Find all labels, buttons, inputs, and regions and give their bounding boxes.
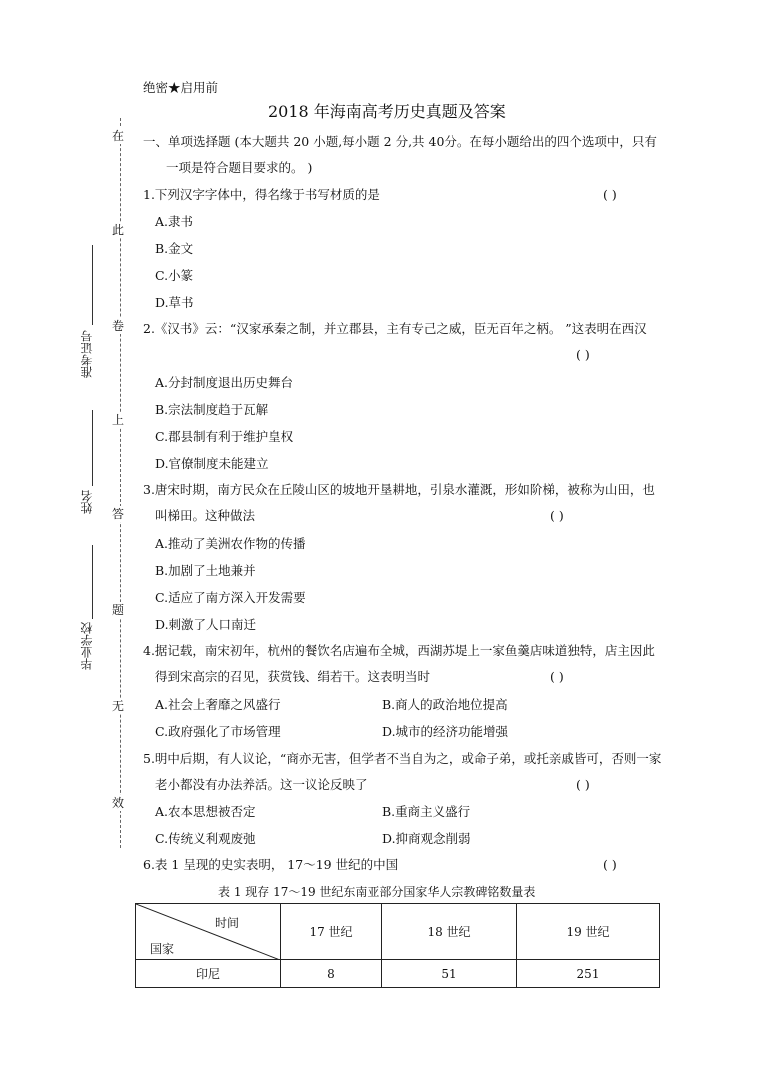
table-row — [136, 960, 660, 988]
table-header-cell: 19 世纪 — [517, 904, 660, 960]
seal-char: 卷 — [112, 319, 125, 333]
option-1a[interactable]: A.隶书 — [155, 214, 194, 229]
option-2d[interactable]: D.官僚制度未能建立 — [155, 456, 269, 471]
school-fill-line[interactable] — [92, 545, 93, 619]
school-label: 毕业学校 — [80, 622, 94, 670]
section-heading-cont: 一项是符合题目要求的。 ) — [166, 160, 313, 175]
seal-char: 题 — [112, 603, 125, 617]
question-3-stem: 3.唐宋时期，南方民众在丘陵山区的坡地开垦耕地，引泉水灌溉，形如阶梯，被称为山田，也 — [143, 482, 655, 497]
answer-blank-2[interactable]: ( ) — [576, 347, 590, 362]
option-1b[interactable]: B.金文 — [155, 241, 194, 256]
option-3d[interactable]: D.刺激了人口南迁 — [155, 617, 257, 632]
section-heading: 一、单项选择题 (本大题共 20 小题,每小题 2 分,共 40分。在每小题给出的四个选项中，只有 — [143, 134, 657, 149]
answer-blank-6[interactable]: ( ) — [603, 857, 617, 872]
table-header-row — [136, 904, 660, 960]
option-4d[interactable]: D.城市的经济功能增强 — [382, 724, 509, 739]
question-3-stem-cont: 叫梯田。这种做法 — [155, 508, 256, 523]
answer-blank-4[interactable]: ( ) — [550, 669, 564, 684]
option-2a[interactable]: A.分封制度退出历史舞台 — [155, 375, 294, 390]
option-5d[interactable]: D.抑商观念削弱 — [382, 831, 471, 846]
question-2-stem: 2.《汉书》云：“汉家承秦之制，并立郡县，主有专己之威，臣无百年之柄。 ”这表明在西汉 — [143, 321, 647, 336]
table-cell: 8 — [281, 960, 382, 988]
question-4-stem-cont: 得到宋高宗的召见，获赏钱、绢若干。这表明当时 — [155, 669, 431, 684]
secret-mark: 绝密★启用前 — [143, 80, 219, 95]
question-5-stem: 5.明中后期，有人议论，“商亦无害，但学者不当自为之，或命子弟，或托亲戚皆可，否则一家 — [143, 751, 662, 766]
table-cell: 251 — [517, 960, 660, 988]
question-5-stem-cont: 老小都没有办法养活。这一议论反映了 — [155, 777, 368, 792]
exam-number-label: 准考证号 — [80, 330, 94, 378]
option-4a[interactable]: A.社会上奢靡之风盛行 — [155, 697, 281, 712]
table-cell-country: 印尼 — [136, 960, 281, 988]
question-1-stem: 1.下列汉字字体中，得名缘于书写材质的是 — [143, 187, 380, 202]
answer-blank-5[interactable]: ( ) — [576, 777, 590, 792]
option-1c[interactable]: C.小篆 — [155, 268, 194, 283]
name-label: 姓名 — [80, 490, 94, 514]
option-3b[interactable]: B.加剧了土地兼并 — [155, 563, 256, 578]
exam-number-fill-line[interactable] — [92, 245, 93, 325]
table-cell: 51 — [382, 960, 517, 988]
option-3a[interactable]: A.推动了美洲农作物的传播 — [155, 536, 306, 551]
table-header-cell: 17 世纪 — [281, 904, 382, 960]
answer-blank-1[interactable]: ( ) — [603, 187, 617, 202]
option-3c[interactable]: C.适应了南方深入开发需要 — [155, 590, 306, 605]
table-corner-cell — [136, 904, 281, 960]
option-1d[interactable]: D.草书 — [155, 295, 194, 310]
seal-char: 此 — [112, 223, 125, 237]
data-table — [135, 903, 660, 988]
name-fill-line[interactable] — [92, 410, 93, 486]
corner-time-label: 时间 — [215, 916, 240, 930]
option-2b[interactable]: B.宗法制度趋于瓦解 — [155, 402, 269, 417]
option-5a[interactable]: A.农本思想被否定 — [155, 804, 256, 819]
seal-char: 上 — [112, 413, 125, 427]
answer-blank-3[interactable]: ( ) — [550, 508, 564, 523]
seal-char: 效 — [112, 796, 125, 810]
question-4-stem: 4.据记载，南宋初年，杭州的餐饮名店遍布全城，西湖苏堤上一家鱼羹店味道独特，店主因此 — [143, 643, 655, 658]
question-6-stem: 6.表 1 呈现的史实表明， 17～19 世纪的中国 — [143, 857, 399, 872]
option-5c[interactable]: C.传统义利观废弛 — [155, 831, 256, 846]
seal-char: 在 — [112, 129, 125, 143]
option-2c[interactable]: C.郡县制有利于维护皇权 — [155, 429, 294, 444]
table-caption: 表 1 现存 17～19 世纪东南亚部分国家华人宗教碑铭数量表 — [218, 885, 536, 899]
table-header-cell: 18 世纪 — [382, 904, 517, 960]
seal-char: 无 — [112, 699, 125, 713]
option-4b[interactable]: B.商人的政治地位提高 — [382, 697, 508, 712]
page-title: 2018 年海南高考历史真题及答案 — [268, 102, 506, 121]
option-4c[interactable]: C.政府强化了市场管理 — [155, 724, 281, 739]
seal-char: 答 — [112, 507, 125, 521]
corner-country-label: 国家 — [150, 942, 175, 956]
option-5b[interactable]: B.重商主义盛行 — [382, 804, 471, 819]
